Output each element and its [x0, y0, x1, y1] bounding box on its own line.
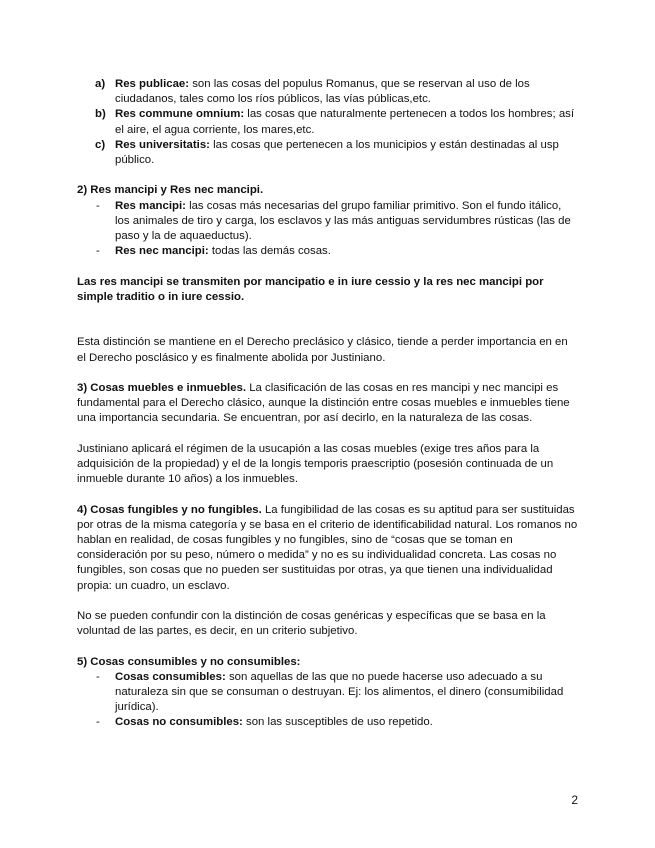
definition: son las susceptibles de uso repetido. [242, 716, 433, 729]
section-4-heading: 4) Cosas fungibles y no fungibles. [77, 503, 262, 516]
list-item-res-publicae [77, 77, 579, 107]
list-item-res-mancipi [77, 199, 579, 245]
term: Res commune omnium: [115, 108, 245, 121]
section-4-paragraph: 4) Cosas fungibles y no fungibles. La fungibilidad de las cosas es su aptitud para ser sustituidas por otras de la misma categoría y se basa en el criterio de identificabilidad natural. Los romanos no hablan en realidad, de cosas fungibles y no fungibles, sino de “cosas que se toman en consideración por su peso, número o medida” y no es su individualidad concreta. Las cosas no fungibles, son cosas que no pueden ser sustituidas por otras, ya que tienen una individualidad propia: un cuadro, un esclavo. [77, 503, 578, 592]
list-item-res-nec-mancipi [77, 244, 579, 259]
bold-note: Las res mancipi se transmiten por mancipatio e in iure cessio y la res nec mancipi por simple traditio o in iure cessio. [77, 275, 544, 303]
section-5-heading: 5) Cosas consumibles y no consumibles: [77, 655, 301, 668]
section-2-heading: 2) Res mancipi y Res nec mancipi. [77, 184, 264, 197]
term: Cosas consumibles: [115, 670, 226, 683]
term: Res mancipi: [115, 199, 186, 212]
list-item-res-commune-omnium [77, 107, 579, 137]
term: Res universitatis: [115, 138, 210, 151]
list-marker: - [96, 670, 100, 683]
list-marker: a) [95, 78, 106, 90]
definition: las cosas que pertenecen a los municipios y están destinadas al usp público. [115, 138, 559, 167]
section-3-paragraph: 3) Cosas muebles e inmuebles. La clasificación de las cosas en res mancipi y nec mancipi es fundamental para el Derecho clásico, aunque la distinción entre cosas muebles e inmuebles tiene una importancia secundaria. Se encuentran, por así decirlo, en la naturaleza de las cosas. [77, 382, 570, 425]
definition: son aquellas de las que no puede hacerse uso adecuado a su naturaleza sin que se consuman o destruyan. Ej: los alimentos, el dinero (consumibilidad jurídica). [115, 670, 564, 714]
page-body [77, 77, 579, 731]
paragraph: Justiniano aplicará el régimen de la usucapión a las cosas muebles (exige tres años para la adquisición de la propiedad) y el de la longis temporis praescriptio (posesión continuada de un inmueble durante 10 años) a los inmuebles. [77, 442, 554, 486]
paragraph: Esta distinción se mantiene en el Derecho preclásico y clásico, tiende a perder importancia en en el Derecho posclásico y es finalmente abolida por Justiniano. [77, 336, 568, 364]
term: Cosas no consumibles: [115, 716, 243, 729]
list-marker: - [96, 245, 100, 258]
list-marker: - [96, 716, 100, 729]
definition: todas las demás cosas. [208, 245, 331, 258]
term: Res nec mancipi: [115, 245, 209, 258]
page-number: 2 [571, 793, 578, 807]
list-marker: c) [95, 138, 106, 151]
list-item-res-universitatis [77, 138, 579, 168]
list-item-cosas-consumibles [77, 670, 579, 716]
definition: las cosas más necesarias del grupo familiar primitivo. Son el fundo itálico, los animales de tiro y carga, los esclavos y las más antiguas servidumbres rústicas (las de paso y la de aquaeductus). [115, 199, 571, 243]
paragraph: No se pueden confundir con la distinción de cosas genéricas y específicas que se basa en la voluntad de las partes, es decir, en un criterio subjetivo. [77, 610, 546, 638]
definition: son las cosas del populus Romanus, que se reservan al uso de los ciudadanos, tales como los ríos públicos, las vías públicas,etc. [115, 78, 530, 106]
list-marker: b) [95, 108, 106, 121]
term: Res publicae: [115, 78, 190, 90]
list-marker: - [96, 199, 100, 212]
list-item-cosas-no-consumibles [77, 715, 579, 730]
definition: las cosas que naturalmente pertenecen a todos los hombres; así el aire, el agua corriente, los mares,etc. [115, 108, 575, 136]
section-3-heading: 3) Cosas muebles e inmuebles. [77, 382, 247, 394]
